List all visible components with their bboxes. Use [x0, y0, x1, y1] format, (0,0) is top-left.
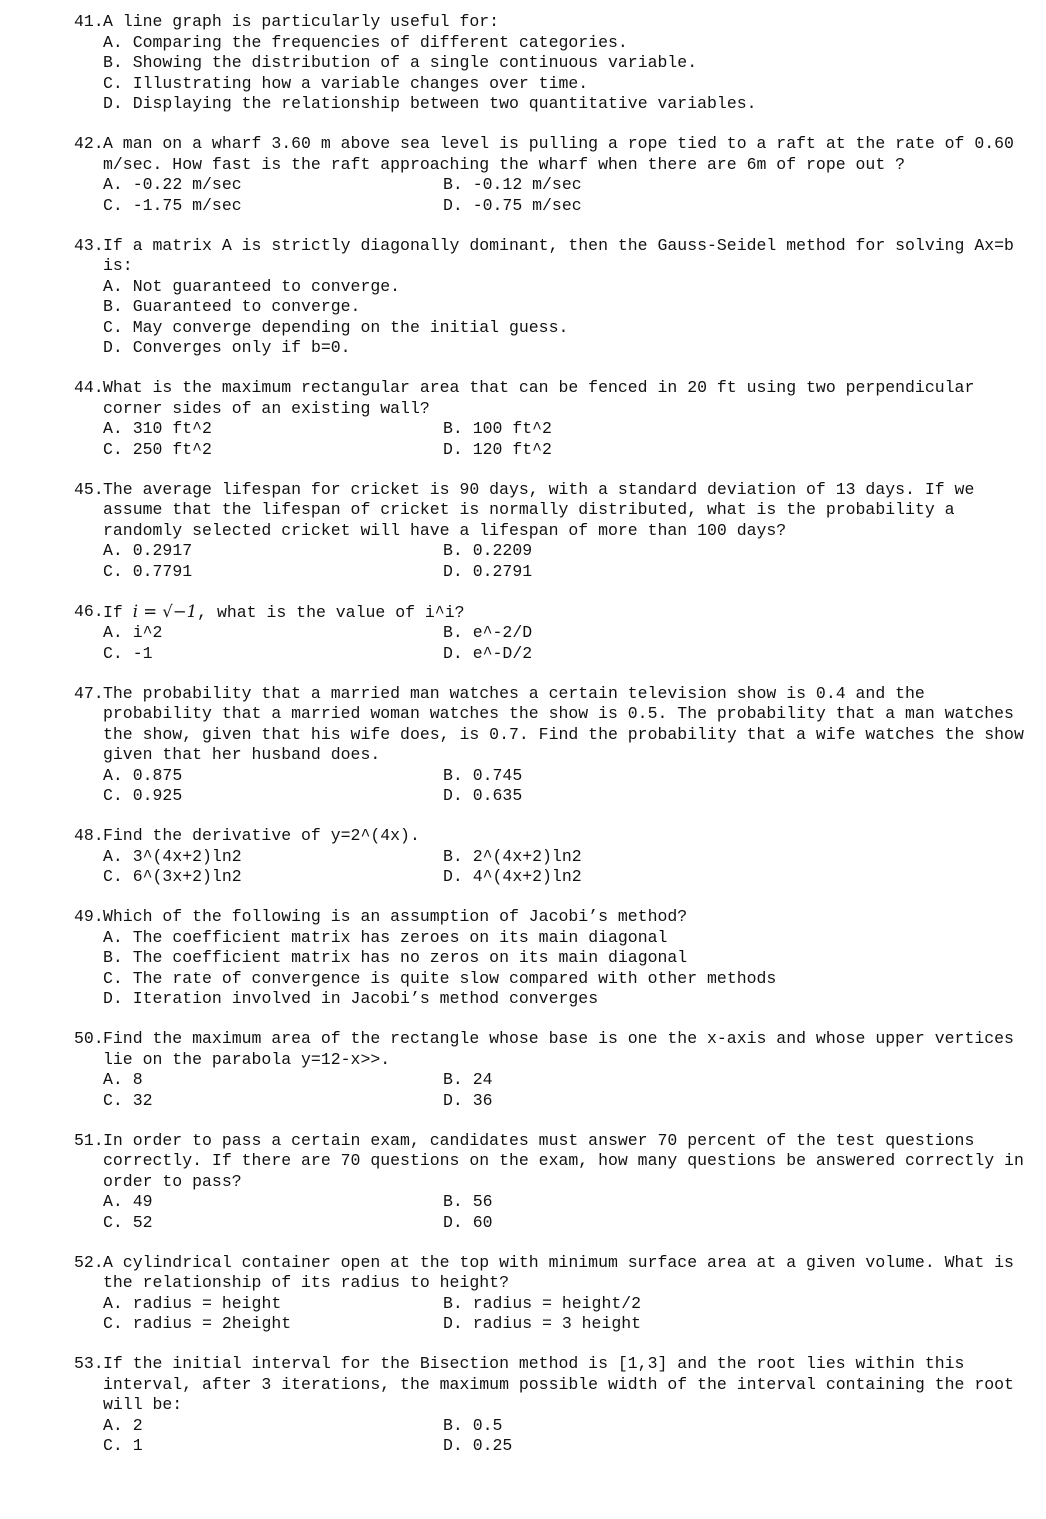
question-text: The average lifespan for cricket is 90 days, with a standard deviation of 13 days. If we assume that the lifespan of cricket is normally distributed, what is the probability a randomly selected cricket will have a lifespan of more than 100 days?: [103, 479, 985, 540]
answer-option-c: [103, 867, 443, 888]
answer-option-c: [103, 644, 443, 665]
option-text: Illustrating how a variable changes over time.: [132, 73, 589, 93]
option-letter: B.: [443, 623, 463, 642]
question-48: [74, 826, 1026, 888]
option-letter: B.: [103, 948, 123, 967]
question-number: 48.: [74, 826, 104, 845]
answer-option-a: [103, 847, 443, 868]
option-text: 6^(3x+2)ln2: [132, 867, 242, 886]
question-stem: [74, 378, 1026, 419]
answer-option-b: [103, 53, 1026, 74]
option-letter: A.: [103, 927, 123, 947]
option-letter: B.: [443, 1415, 463, 1435]
question-text: A cylindrical container open at the top with minimum surface area at a given volume. What is the relationship of its radius to height?: [103, 1252, 1024, 1292]
option-letter: A.: [103, 419, 123, 438]
option-text: e^-2/D: [472, 623, 533, 642]
question-51: [74, 1130, 1034, 1234]
question-stem: [74, 1130, 1034, 1193]
option-letter: C.: [103, 643, 123, 663]
option-letter: A.: [103, 1293, 123, 1313]
option-letter: D.: [443, 1090, 463, 1110]
answer-option-b: [443, 847, 1026, 868]
option-letter: B.: [443, 1070, 463, 1089]
question-stem: [74, 683, 1034, 766]
option-letter: B.: [443, 175, 463, 194]
option-text: Not guaranteed to converge.: [132, 276, 401, 296]
option-letter: D.: [443, 195, 463, 215]
option-text: The coefficient matrix has no zeros on its main diagonal: [132, 948, 688, 967]
answer-option-c: [103, 74, 1026, 95]
answer-options: [74, 928, 1026, 1010]
option-letter: A.: [103, 1070, 123, 1089]
answer-option-c: [103, 786, 443, 807]
question-46: [74, 602, 1026, 665]
answer-option-b: [443, 175, 1026, 196]
option-text: 56: [472, 1192, 493, 1211]
option-text: 0.875: [132, 765, 183, 785]
option-text: 250 ft^2: [132, 439, 212, 459]
answer-option-b: [443, 1070, 1026, 1091]
answer-options: [74, 175, 1026, 216]
question-stem: [74, 1253, 1026, 1294]
answer-option-b: [103, 948, 1026, 969]
option-text: Iteration involved in Jacobi’s method converges: [132, 989, 599, 1008]
answer-option-d: [443, 440, 1026, 461]
option-text: radius = height/2: [472, 1293, 642, 1313]
answer-option-d: [443, 1436, 1026, 1457]
question-number: 45.: [74, 479, 104, 499]
question-number: 50.: [74, 1029, 104, 1048]
option-text: 0.925: [132, 786, 183, 805]
answer-option-c: [103, 196, 443, 217]
option-letter: C.: [103, 867, 123, 886]
question-text: What is the maximum rectangular area that can be fenced in 20 ft using two perpendicular corner sides of an existing wall?: [103, 378, 985, 418]
option-text: radius = 2height: [132, 1314, 292, 1333]
option-text: -0.22 m/sec: [132, 175, 242, 194]
option-letter: C.: [103, 1436, 123, 1455]
answer-options: [74, 1294, 1026, 1335]
question-52: [74, 1253, 1026, 1335]
option-letter: D.: [443, 867, 463, 886]
option-text: Comparing the frequencies of different categories.: [132, 32, 628, 52]
answer-option-d: [103, 338, 1026, 359]
question-text: Find the maximum area of the rectangle whose base is one the x-axis and whose upper vertices lie on the parabola y=12-x>>.: [103, 1029, 1024, 1069]
answer-option-c: [103, 562, 443, 583]
answer-option-d: [443, 1091, 1026, 1112]
answer-option-d: [443, 1213, 1026, 1234]
option-letter: C.: [103, 439, 123, 459]
option-letter: C.: [103, 73, 123, 93]
option-letter: B.: [103, 297, 123, 316]
option-letter: B.: [443, 1192, 463, 1211]
answer-option-b: [443, 1192, 1026, 1213]
option-letter: D.: [443, 439, 463, 459]
question-49: [74, 907, 1026, 1010]
answer-options: [74, 277, 1026, 359]
option-letter: B.: [443, 846, 463, 866]
question-number: 41.: [74, 12, 104, 31]
option-letter: A.: [103, 623, 123, 642]
option-letter: A.: [103, 1415, 123, 1435]
answer-options: [74, 1070, 1026, 1111]
option-text: 52: [132, 1212, 153, 1232]
question-stem: [74, 480, 1026, 542]
option-text: 0.25: [472, 1436, 513, 1455]
option-letter: D.: [443, 561, 463, 581]
answer-option-b: [443, 419, 1026, 440]
option-letter: C.: [103, 1314, 123, 1333]
option-text: 8: [132, 1070, 143, 1089]
question-41: [74, 12, 1026, 115]
answer-options: [74, 1416, 1026, 1457]
answer-option-b: [443, 1294, 1026, 1315]
answer-option-b: [443, 1416, 1026, 1437]
answer-options: [74, 419, 1026, 460]
question-text: If: [103, 602, 133, 622]
answer-option-a: [103, 928, 1026, 949]
option-text: i^2: [132, 623, 163, 642]
question-text: If the initial interval for the Bisection method is [1,3] and the root lies within this interval, after 3 iterations, the maximum possible width of the interval containing the root will be:: [103, 1354, 1024, 1414]
option-text: 0.2917: [132, 541, 193, 560]
option-letter: D.: [443, 1314, 463, 1333]
answer-option-c: [103, 1314, 443, 1335]
question-47: [74, 683, 1034, 807]
option-letter: B.: [443, 765, 463, 785]
option-letter: C.: [103, 317, 123, 337]
option-text: May converge depending on the initial guess.: [132, 317, 569, 337]
option-text: 4^(4x+2)ln2: [472, 867, 582, 886]
answer-option-b: [443, 766, 1026, 787]
option-text: 1: [132, 1436, 143, 1455]
option-text: 0.2791: [472, 561, 533, 581]
option-letter: A.: [103, 846, 123, 866]
answer-option-c: [103, 1436, 443, 1457]
option-text: 24: [472, 1070, 493, 1089]
option-letter: D.: [443, 1436, 463, 1455]
question-53: [74, 1354, 1026, 1457]
question-number: 47.: [74, 683, 104, 703]
answer-option-d: [443, 867, 1026, 888]
answer-option-b: [443, 623, 1026, 644]
answer-option-d: [443, 644, 1026, 665]
option-letter: A.: [103, 276, 123, 296]
question-stem: [74, 602, 1026, 624]
question-number: 49.: [74, 907, 104, 926]
question-50: [74, 1029, 1026, 1111]
answer-option-a: [103, 175, 443, 196]
answer-option-a: [103, 419, 443, 440]
option-letter: D.: [103, 94, 123, 113]
answer-option-a: [103, 33, 1026, 54]
option-text: 0.745: [472, 765, 523, 785]
question-number: 44.: [74, 378, 104, 397]
option-text: 32: [132, 1090, 153, 1110]
answer-options: [74, 33, 1026, 115]
answer-option-d: [443, 786, 1026, 807]
option-text: 0.635: [472, 786, 523, 805]
answer-option-a: [103, 1070, 443, 1091]
option-text: Displaying the relationship between two quantitative variables.: [132, 94, 757, 113]
answer-option-d: [443, 562, 1026, 583]
option-letter: D.: [443, 643, 463, 663]
question-stem: [74, 826, 1026, 847]
answer-option-c: [103, 1213, 443, 1234]
option-text: 49: [132, 1192, 153, 1211]
option-letter: A.: [103, 1192, 123, 1211]
answer-option-c: [103, 969, 1026, 990]
answer-option-a: [103, 541, 443, 562]
option-text: The rate of convergence is quite slow compared with other methods: [132, 968, 777, 988]
option-text: -1.75 m/sec: [132, 195, 242, 215]
option-text: 310 ft^2: [132, 419, 212, 438]
question-text: A line graph is particularly useful for:: [103, 12, 500, 31]
option-letter: A.: [103, 32, 123, 52]
answer-options: [74, 541, 1026, 582]
question-stem: [74, 236, 1026, 277]
option-text: 3^(4x+2)ln2: [132, 846, 242, 866]
question-stem: [74, 1029, 1026, 1070]
question-number: 52.: [74, 1252, 104, 1272]
question-stem: [74, 134, 1026, 175]
option-text: e^-D/2: [472, 643, 533, 663]
answer-option-d: [103, 94, 1026, 115]
answer-option-a: [103, 766, 443, 787]
answer-option-d: [103, 989, 1026, 1010]
question-number: 42.: [74, 134, 104, 153]
option-letter: A.: [103, 541, 123, 560]
answer-options: [74, 847, 1026, 888]
answer-option-b: [443, 541, 1026, 562]
answer-option-a: [103, 1294, 443, 1315]
option-text: 0.7791: [132, 561, 193, 581]
question-number: 46.: [74, 601, 104, 621]
answer-option-d: [443, 196, 1026, 217]
question-stem: [74, 907, 1026, 928]
option-letter: D.: [103, 338, 123, 357]
question-stem: [74, 1354, 1026, 1416]
question-stem: [74, 12, 1026, 33]
answer-option-c: [103, 440, 443, 461]
option-text: radius = 3 height: [472, 1314, 642, 1333]
answer-options: [74, 1192, 1026, 1233]
option-text: 0.2209: [472, 541, 533, 560]
option-letter: D.: [443, 1212, 463, 1232]
answer-option-c: [103, 318, 1026, 339]
option-letter: C.: [103, 786, 123, 805]
question-number: 51.: [74, 1130, 104, 1150]
answer-option-a: [103, 1416, 443, 1437]
question-text: , what is the value of i^i?: [197, 602, 465, 622]
option-letter: B.: [443, 419, 463, 438]
option-text: 60: [472, 1212, 493, 1232]
option-letter: A.: [103, 765, 123, 785]
option-letter: D.: [443, 786, 463, 805]
option-text: radius = height: [132, 1293, 282, 1313]
option-letter: C.: [103, 195, 123, 215]
question-number: 43.: [74, 235, 104, 255]
question-text: Find the derivative of y=2^(4x).: [103, 826, 420, 845]
answer-option-c: [103, 1091, 443, 1112]
option-text: Guaranteed to converge.: [132, 297, 361, 316]
option-letter: B.: [443, 1293, 463, 1313]
option-letter: D.: [103, 989, 123, 1008]
question-text: If a matrix A is strictly diagonally dominant, then the Gauss-Seidel method for solving Ax=b is:: [103, 235, 1024, 275]
answer-options: [74, 766, 1026, 807]
math-expression: i = √−1: [132, 601, 198, 621]
question-number: 53.: [74, 1354, 104, 1373]
option-text: 2^(4x+2)ln2: [472, 846, 582, 866]
option-text: -0.12 m/sec: [472, 175, 582, 194]
option-text: 0.5: [472, 1415, 503, 1435]
option-letter: B.: [103, 53, 123, 72]
option-text: -0.75 m/sec: [472, 195, 582, 215]
answer-options: [74, 623, 1026, 664]
option-text: 100 ft^2: [472, 419, 552, 438]
question-43: [74, 236, 1026, 359]
answer-option-a: [103, 623, 443, 644]
option-text: 2: [132, 1415, 143, 1435]
option-text: -1: [132, 643, 153, 663]
option-letter: B.: [443, 541, 463, 560]
question-44: [74, 378, 1026, 460]
option-letter: C.: [103, 561, 123, 581]
option-letter: A.: [103, 175, 123, 194]
question-42: [74, 134, 1026, 216]
answer-option-b: [103, 297, 1026, 318]
question-text: A man on a wharf 3.60 m above sea level is pulling a rope tied to a raft at the rate of 0.60 m/sec. How fast is the raft approaching the wharf when there are 6m of rope out ?: [103, 134, 1024, 174]
answer-option-a: [103, 277, 1026, 298]
answer-option-d: [443, 1314, 1026, 1335]
option-text: 120 ft^2: [472, 439, 552, 459]
option-text: Showing the distribution of a single continuous variable.: [132, 53, 698, 72]
option-letter: C.: [103, 1090, 123, 1110]
question-text: In order to pass a certain exam, candidates must answer 70 percent of the test questions correctly. If there are 70 questions on the exam, how many questions be answered correctly in order to pass?: [103, 1130, 1034, 1191]
option-letter: C.: [103, 968, 123, 988]
question-text: The probability that a married man watches a certain television show is 0.4 and the probability that a married woman watches the show is 0.5. The probability that a man watches the show, given that his wife does, is 0.7. Find the probability that a wife watches the show given that her husband does.: [103, 683, 1034, 764]
question-text: Which of the following is an assumption of Jacobi’s method?: [103, 907, 688, 926]
option-text: Converges only if b=0.: [132, 338, 351, 357]
option-text: 36: [472, 1090, 493, 1110]
answer-option-a: [103, 1192, 443, 1213]
question-45: [74, 480, 1026, 583]
option-letter: C.: [103, 1212, 123, 1232]
option-text: The coefficient matrix has zeroes on its main diagonal: [132, 927, 668, 947]
